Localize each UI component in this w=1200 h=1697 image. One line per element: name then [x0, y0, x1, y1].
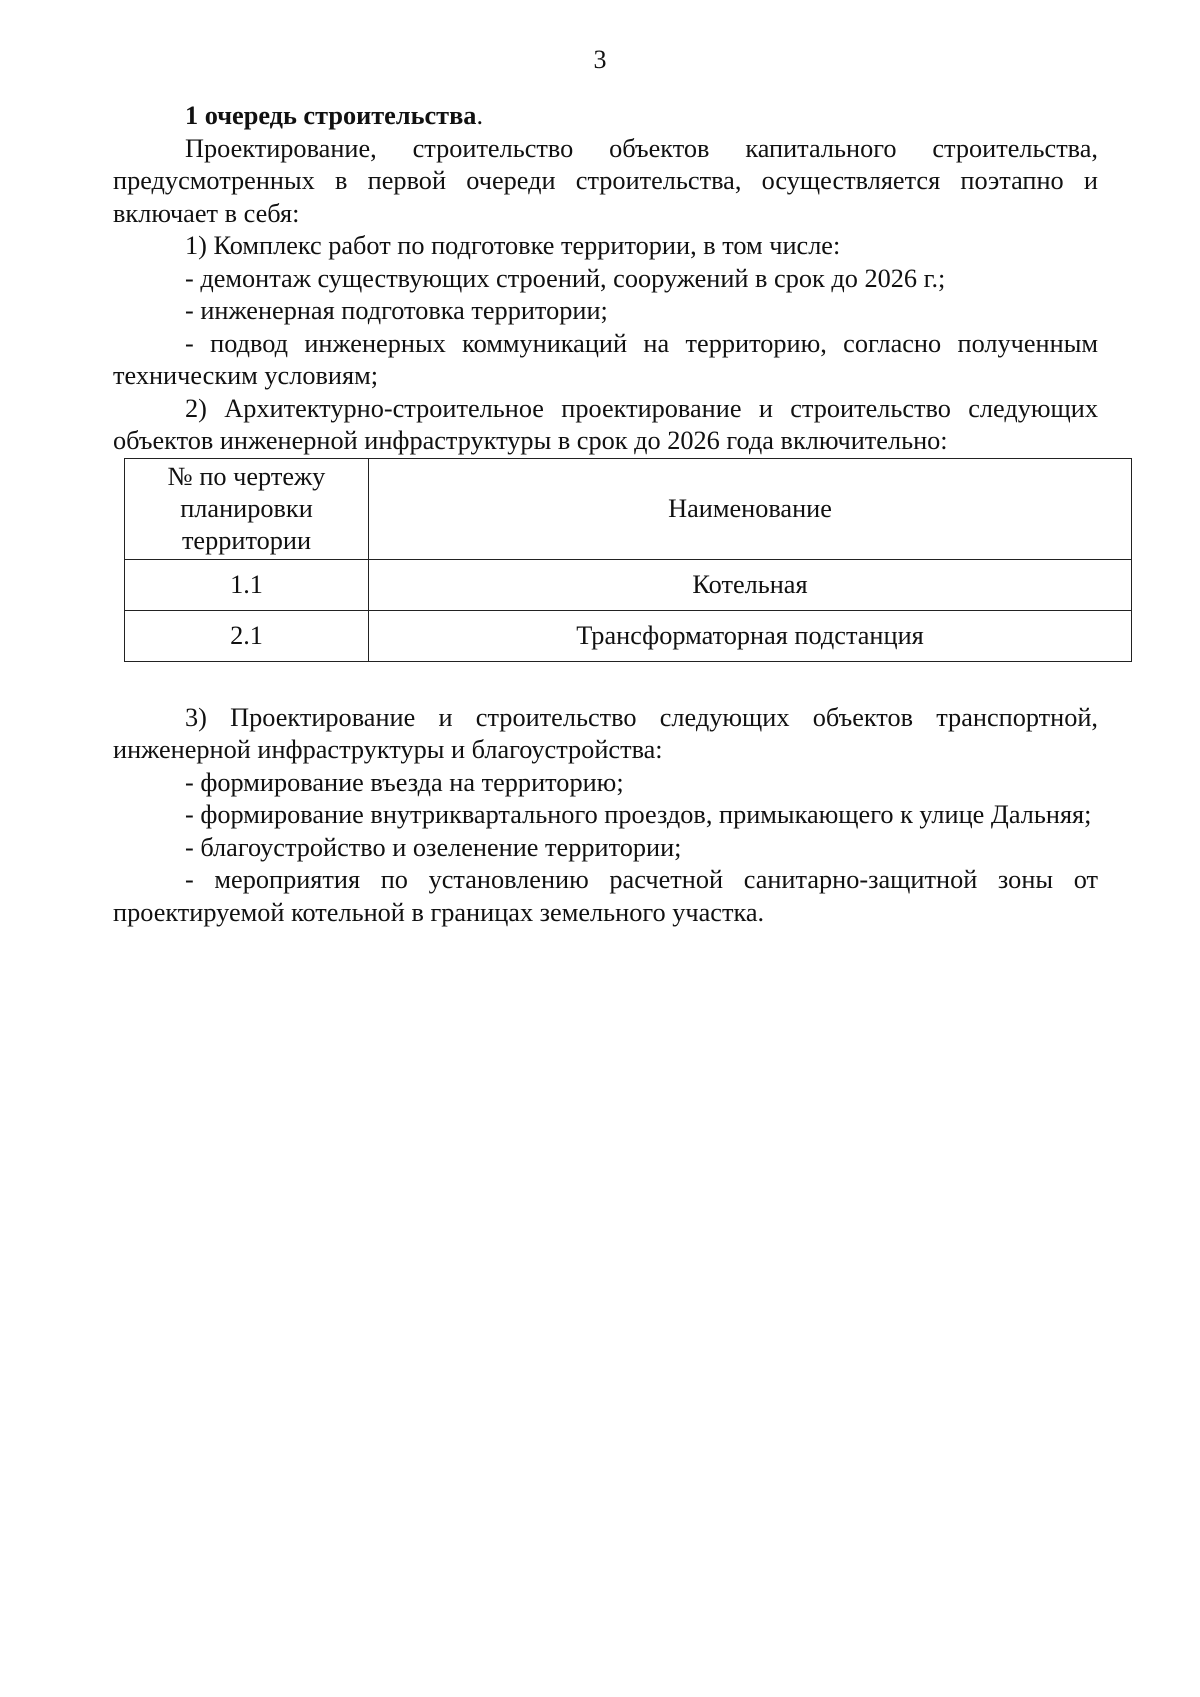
paragraph-engineering-prep: - инженерная подготовка территории;	[185, 296, 608, 325]
column-header-number: № по чертежу планировки территории	[125, 458, 369, 559]
paragraph-driveways: - формирование внутриквартального проездов, примыкающего к улице Дальняя;	[185, 800, 1092, 829]
table-cell-number: 1.1	[125, 559, 369, 610]
table-cell-name: Котельная	[369, 559, 1132, 610]
document-body	[113, 100, 1098, 929]
section-heading-bold: 1 очередь строительства	[185, 101, 477, 130]
table-row	[125, 559, 1132, 610]
paragraph-item-3: 3) Проектирование и строительство следующих объектов транспортной, инженерной инфраструктуры и благоустройства:	[113, 702, 1098, 764]
table-row	[125, 610, 1132, 661]
table-cell-number: 2.1	[125, 610, 369, 661]
paragraph-landscaping: - благоустройство и озеленение территории;	[185, 832, 682, 862]
table-cell-name: Трансформаторная подстанция	[369, 610, 1132, 661]
paragraph-item-2: 2) Архитектурно-строительное проектирование и строительство следующих объектов инженерной инфраструктуры в срок до 2026 года включительно:	[113, 393, 1098, 455]
page-number: 3	[593, 45, 607, 74]
paragraph-demolition: - демонтаж существующих строений, сооружений в срок до 2026 г.;	[185, 263, 946, 293]
column-header-name: Наименование	[369, 458, 1132, 559]
paragraph-sanitary-zone: - мероприятия по установлению расчетной санитарно-защитной зоны от проектируемой котельной в границах земельного участка.	[113, 865, 1098, 927]
paragraph-utilities: - подвод инженерных коммуникаций на территорию, согласно полученным техническим условиям;	[113, 328, 1098, 390]
table-header-row	[125, 458, 1132, 559]
paragraph-entrance: - формирование въезда на территорию;	[185, 767, 624, 797]
section-heading	[113, 100, 1098, 133]
objects-table	[124, 458, 1132, 662]
paragraph-item-1: 1) Комплекс работ по подготовке территории, в том числе:	[185, 231, 841, 260]
paragraph-intro: Проектирование, строительство объектов капитального строительства, предусмотренных в первой очереди строительства, осуществляется поэтапно и включает в себя:	[113, 133, 1098, 228]
section-heading-tail: .	[476, 101, 484, 130]
spacer	[113, 662, 1098, 702]
